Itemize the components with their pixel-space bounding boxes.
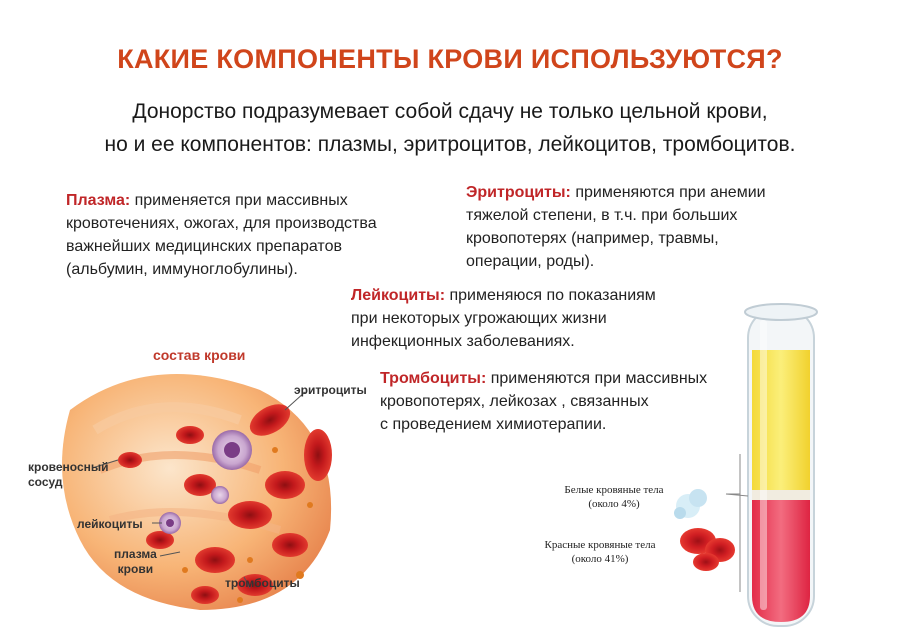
white-cells-label-line-1: Белые кровяные тела bbox=[564, 484, 664, 496]
white-cells-label-line-2: (около 4%) bbox=[588, 498, 640, 510]
page-title: КАКИЕ КОМПОНЕНТЫ КРОВИ ИСПОЛЬЗУЮТСЯ? bbox=[117, 44, 783, 74]
label-plasma-line-2: крови bbox=[117, 562, 154, 576]
red-cells-label-line-2: (около 41%) bbox=[571, 553, 629, 565]
leukocytes-label: Лейкоциты: bbox=[351, 287, 446, 304]
label-vessel bbox=[28, 460, 109, 490]
plasma-line-4: (альбумин, иммуноглобулины). bbox=[66, 261, 298, 278]
plasma-line-3: важнейших медицинских препаратов bbox=[66, 238, 342, 255]
leukocytes-text-1: применяюся по показаниям bbox=[445, 287, 656, 304]
label-plasma-line-1: плазма bbox=[114, 547, 157, 561]
erythrocytes-line-1 bbox=[466, 181, 846, 204]
erythrocytes-block bbox=[466, 181, 846, 273]
plasma-line-1 bbox=[66, 189, 426, 212]
red-cell-cluster bbox=[680, 528, 735, 571]
erythrocytes-text-1: применяются при анемии bbox=[570, 184, 766, 201]
thrombocytes-label: Тромбоциты: bbox=[380, 370, 487, 387]
label-thrombocytes: тромбоциты bbox=[225, 576, 300, 590]
plasma-line-2: кровотечениях, ожогах, для производства bbox=[66, 215, 377, 232]
thrombocytes-line-2: кровопотерях, лейкозах , связанных bbox=[380, 393, 649, 410]
white-cells-label bbox=[549, 483, 679, 511]
plasma-text-1: применяется при массивных bbox=[130, 192, 348, 209]
leukocytes-line-2: при некоторых угрожающих жизни bbox=[351, 310, 607, 327]
label-plasma bbox=[114, 547, 157, 577]
thrombocytes-text-1: применяются при массивных bbox=[486, 370, 708, 387]
subtitle-line-1: Донорство подразумевает собой сдачу не только цельной крови, bbox=[132, 100, 768, 123]
diagram-title: состав крови bbox=[153, 347, 246, 363]
erythrocytes-line-4: операции, роды). bbox=[466, 253, 595, 270]
red-cells-label-line-1: Красные кровяные тела bbox=[544, 539, 656, 551]
erythrocytes-label: Эритроциты: bbox=[466, 184, 571, 201]
erythrocytes-line-3: кровопотерях (например, травмы, bbox=[466, 230, 719, 247]
label-leukocytes: лейкоциты bbox=[77, 517, 143, 531]
erythrocytes-line-2: тяжелой степени, в т.ч. при больших bbox=[466, 207, 738, 224]
subtitle-line-2: но и ее компонентов: плазмы, эритроцитов, лейкоцитов, тромбоцитов. bbox=[104, 133, 796, 156]
label-vessel-line-1: кровеносный bbox=[28, 460, 109, 474]
label-erythrocytes: эритроциты bbox=[294, 383, 367, 397]
test-tube-illustration bbox=[520, 300, 900, 636]
thrombocytes-line-3: с проведением химиотерапии. bbox=[380, 416, 607, 433]
red-cells-label bbox=[530, 538, 670, 566]
plasma-label: Плазма: bbox=[66, 192, 131, 209]
plasma-block bbox=[66, 189, 426, 281]
leukocytes-line-3: инфекционных заболеваниях. bbox=[351, 333, 575, 350]
label-vessel-line-2: сосуд bbox=[28, 475, 63, 489]
